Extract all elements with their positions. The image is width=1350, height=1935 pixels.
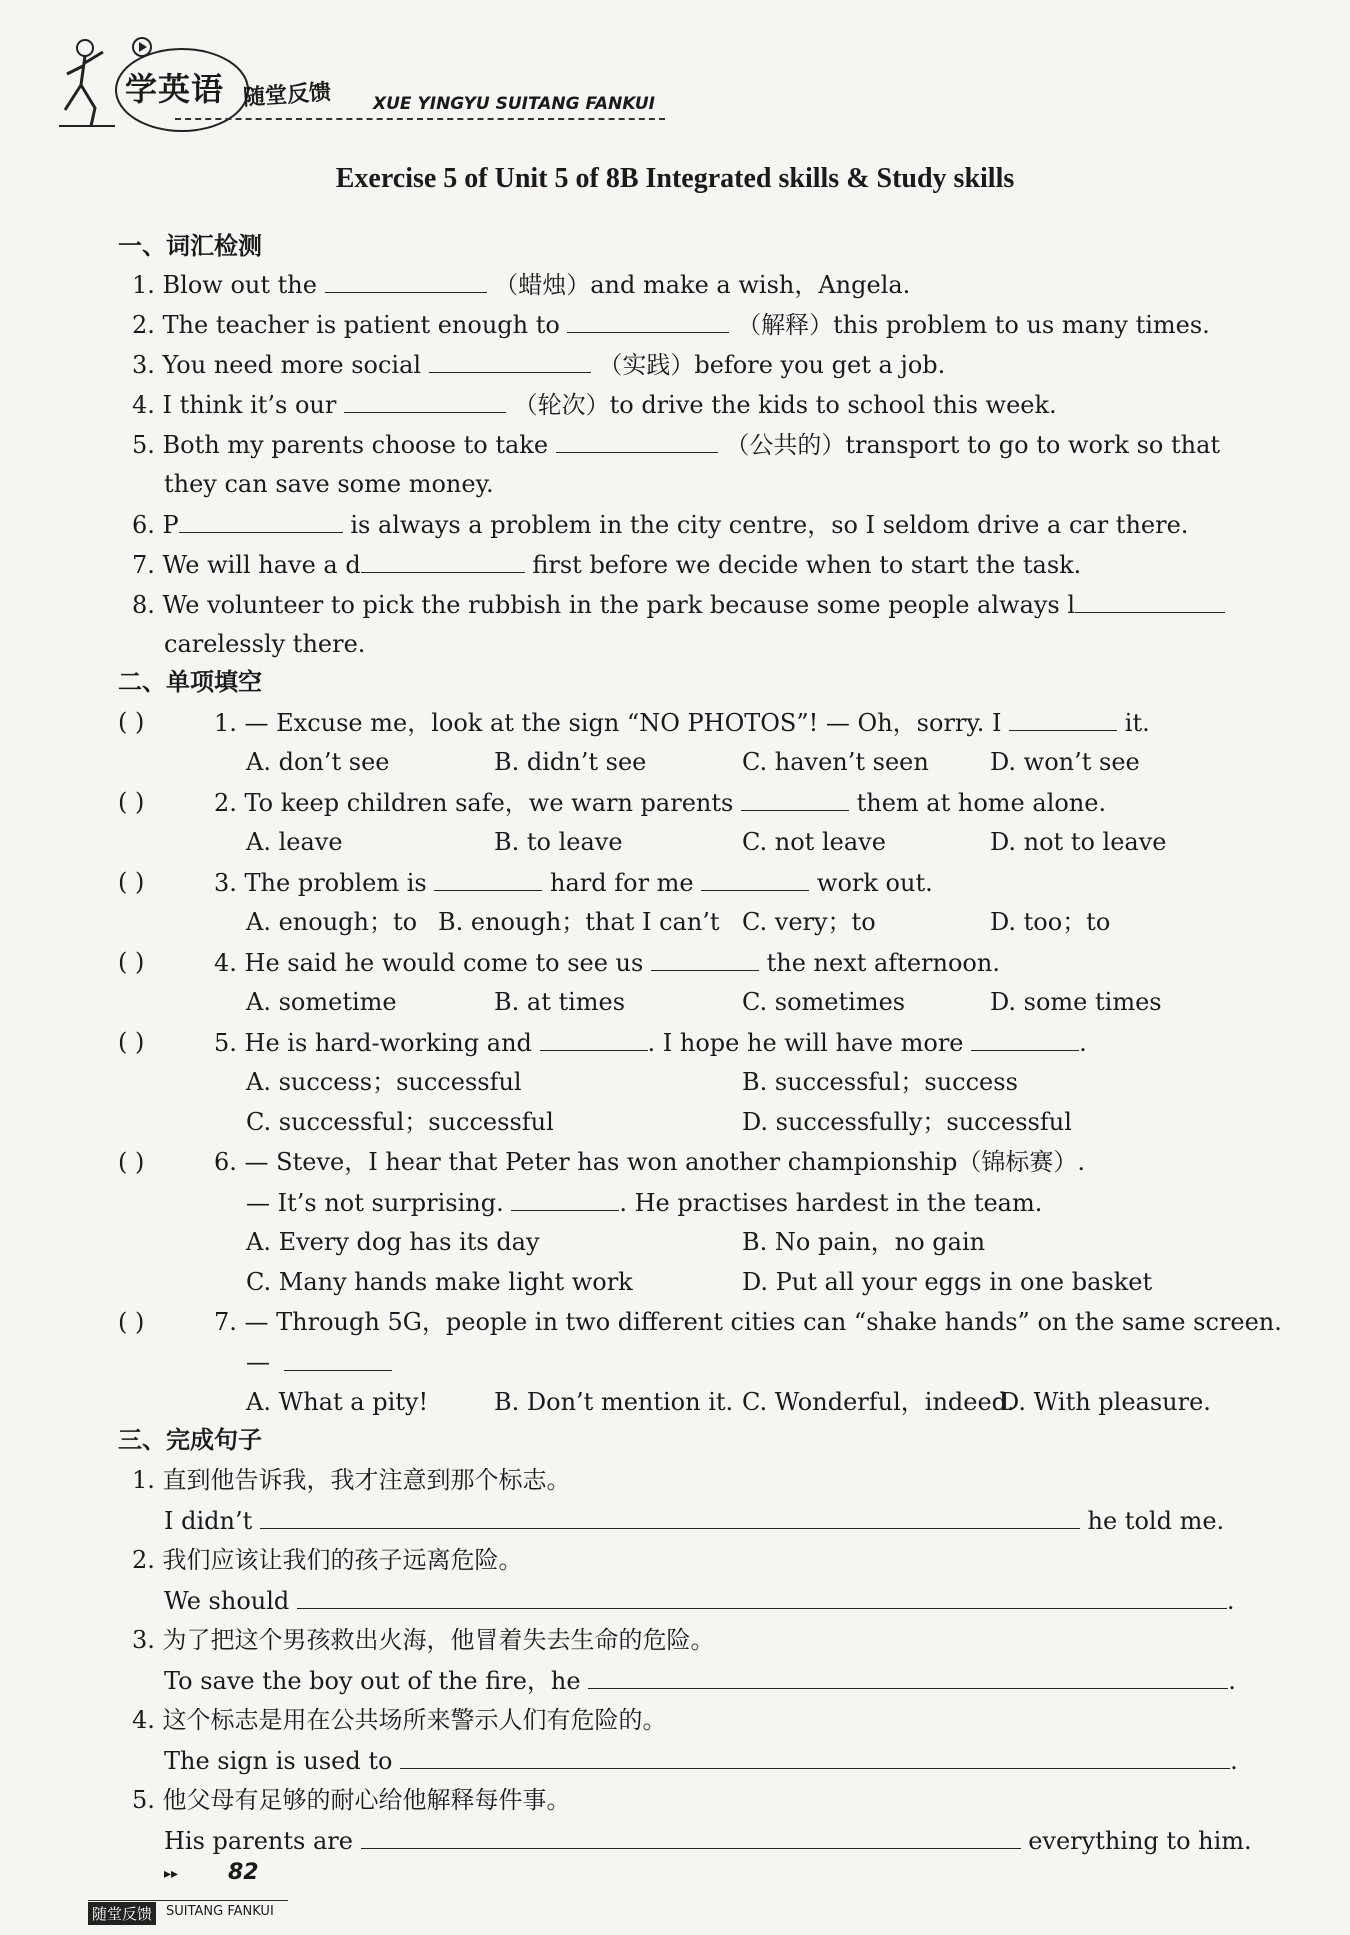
sentence-stem: To save the boy out of the fire，he [164,1667,589,1695]
answer-blank[interactable] [511,1186,619,1211]
option-d: D. With pleasure. [1000,1388,1211,1416]
sentence-line [164,1824,1252,1857]
page-title: Exercise 5 of Unit 5 of 8B Integrated skills & Study skills [335,163,1015,194]
question-line [214,1306,1282,1338]
question-line [132,268,910,301]
question-text: they can save some money. [164,470,494,498]
question-text: hard for me [550,869,702,897]
option-c: C. very；to [742,908,876,936]
question-line [214,706,1150,739]
option-d: D. not to leave [990,828,1167,856]
question-text: carelessly there. [164,630,366,658]
option-b: B. successful；success [742,1068,1018,1096]
answer-parenthesis[interactable]: ( ) [118,948,145,976]
answer-parenthesis[interactable]: ( ) [118,1028,145,1056]
option-b: B. enough；that I can’t [438,908,720,936]
option-b: B. Don’t mention it. [494,1388,734,1416]
header-dashed-rule [175,118,665,120]
question-text: — [246,1348,270,1376]
question-line [132,548,1081,581]
question-text: 1. Blow out the [132,271,325,299]
answer-blank[interactable] [434,866,542,891]
answer-blank[interactable] [284,1346,392,1371]
question-text: 7. We will have a d [132,551,361,579]
option-d: D. won’t see [990,748,1140,776]
sentence-stem: . [1230,1747,1238,1775]
answer-blank[interactable] [344,388,506,413]
sentence-stem: His parents are [164,1827,361,1855]
question-text: 5. Both my parents choose to take [132,431,556,459]
question-text: （实践）before you get a job. [598,351,946,379]
sentence-stem: . [1228,1667,1236,1695]
option-d: D. successfully；successful [742,1108,1072,1136]
question-text: is always a problem in the city centre，so I seldom drive a car there. [350,511,1189,539]
sentence-stem: he told me. [1087,1507,1225,1535]
question-line [214,786,1106,819]
answer-blank[interactable] [556,428,718,453]
option-a: A. Every dog has its day [246,1228,540,1256]
option-c: C. haven’t seen [742,748,929,776]
answer-blank[interactable] [701,866,809,891]
option-b: B. to leave [494,828,623,856]
question-text: 7. — Through 5G，people in two different cities can “shake hands” on the same screen. [214,1308,1282,1336]
chinese-prompt: 5. 他父母有足够的耐心给他解释每件事。 [132,1786,571,1814]
section-heading: 二、单项填空 [118,668,262,696]
sentence-stem: . [1226,1587,1235,1615]
question-text: work out. [816,869,933,897]
question-line [246,1346,270,1378]
footer-tag-cn: 随堂反馈 [88,1902,156,1925]
double-arrow-icon: ▸▸ [164,1866,179,1882]
chinese-prompt: 4. 这个标志是用在公共场所来警示人们有危险的。 [132,1706,667,1734]
sentence-line [164,1584,1235,1617]
chinese-prompt: 3. 为了把这个男孩救出火海，他冒着失去生命的危险。 [132,1626,715,1654]
question-text: 3. You need more social [132,351,429,379]
answer-blank[interactable] [361,548,525,573]
sentence-line [164,1664,1236,1697]
section-heading: 一、词汇检测 [118,232,262,260]
question-line [214,866,933,899]
question-text: 6. P [132,511,179,539]
header-pinyin: XUE YINGYU SUITANG FANKUI [373,94,656,114]
question-line [164,628,365,660]
option-a: A. leave [246,828,343,856]
answer-blank[interactable] [400,1744,1230,1769]
sentence-line [164,1504,1224,1537]
option-a: A. enough；to [246,908,418,936]
question-text: （蜡烛）and make a wish，Angela. [494,271,911,299]
sentence-stem: everything to him. [1028,1827,1252,1855]
footer-tag-en: SUITANG FANKUI [166,1904,274,1919]
option-a: A. sometime [246,988,397,1016]
question-text: 4. I think it’s our [132,391,344,419]
question-text: 4. He said he would come to see us [214,949,651,977]
question-text: the next afternoon. [766,949,1000,977]
question-text: 6. — Steve，I hear that Peter has won another championship（锦标赛）. [214,1148,1086,1176]
section-heading: 三、完成句子 [118,1426,262,1454]
answer-blank[interactable] [429,348,591,373]
answer-blank[interactable] [1075,588,1225,613]
option-b: B. didn’t see [494,748,647,776]
question-text: （公共的）transport to go to work so that [725,431,1221,459]
option-c: C. not leave [742,828,886,856]
question-line [132,588,1225,621]
question-text: them at home alone. [856,789,1107,817]
option-b: B. No pain，no gain [742,1228,986,1256]
question-text: （解释）this problem to us many times. [737,311,1210,339]
answer-parenthesis[interactable]: ( ) [118,1308,145,1336]
footer-rule [88,1900,288,1901]
option-c: C. Many hands make light work [246,1268,633,1296]
question-text: . He practises hardest in the team. [619,1189,1043,1217]
option-d: D. Put all your eggs in one basket [742,1268,1153,1296]
answer-blank[interactable] [325,268,487,293]
question-line [132,348,945,381]
question-line [132,308,1210,341]
chinese-prompt: 1. 直到他告诉我，我才注意到那个标志。 [132,1466,571,1494]
answer-blank[interactable] [1009,706,1117,731]
answer-blank[interactable] [260,1504,1080,1529]
answer-blank[interactable] [540,1026,648,1051]
chinese-prompt: 2. 我们应该让我们的孩子远离危险。 [132,1546,523,1574]
option-c: C. sometimes [742,988,906,1016]
page-number: 82 [228,1860,259,1885]
question-line [214,1026,1087,1059]
question-line [246,1186,1042,1219]
header-title-cn: 学英语 [125,70,225,108]
option-b: B. at times [494,988,626,1016]
header-subtitle-cn: 随堂反馈 [242,79,332,112]
question-line [214,1146,1085,1178]
option-a: A. What a pity! [246,1388,429,1416]
answer-blank[interactable] [567,308,729,333]
question-line [132,508,1188,541]
question-text: it. [1124,709,1150,737]
option-d: D. some times [990,988,1162,1016]
answer-blank[interactable] [651,946,759,971]
question-text: 2. To keep children safe，we warn parents [214,789,741,817]
question-text: . I hope he will have more [647,1029,972,1057]
question-line [164,468,494,500]
question-text: first before we decide when to start the task. [532,551,1082,579]
answer-blank[interactable] [741,786,849,811]
option-c: C. successful；successful [246,1108,554,1136]
question-text: 2. The teacher is patient enough to [132,311,568,339]
option-a: A. don’t see [246,748,390,776]
question-text: （轮次）to drive the kids to school this week. [513,391,1057,419]
answer-parenthesis[interactable]: ( ) [118,788,145,816]
sentence-stem: The sign is used to [164,1747,401,1775]
answer-blank[interactable] [588,1664,1228,1689]
question-text: 3. The problem is [214,869,435,897]
question-line [132,388,1057,421]
answer-blank[interactable] [361,1824,1021,1849]
option-d: D. too；to [990,908,1111,936]
answer-blank[interactable] [297,1584,1227,1609]
answer-blank[interactable] [179,508,343,533]
question-text: . [1079,1029,1087,1057]
option-c: C. Wonderful，indeed. [742,1388,1015,1416]
question-line [214,946,1000,979]
question-text: 1. — Excuse me，look at the sign “NO PHOTOS”! — Oh，sorry. I [214,709,1010,737]
answer-line [284,1346,392,1379]
header-banner [55,30,675,140]
answer-parenthesis[interactable]: ( ) [118,1148,145,1176]
question-text: 8. We volunteer to pick the rubbish in the park because some people always l [132,591,1076,619]
answer-parenthesis[interactable]: ( ) [118,708,145,736]
question-line [132,428,1220,461]
question-text: — It’s not surprising. [246,1189,512,1217]
option-a: A. success；successful [246,1068,522,1096]
sentence-stem: We should [164,1587,297,1615]
sentence-stem: I didn’t [164,1507,260,1535]
page-footer [88,1860,288,1930]
sentence-line [164,1744,1238,1777]
answer-blank[interactable] [971,1026,1079,1051]
answer-parenthesis[interactable]: ( ) [118,868,145,896]
question-text: 5. He is hard-working and [214,1029,540,1057]
